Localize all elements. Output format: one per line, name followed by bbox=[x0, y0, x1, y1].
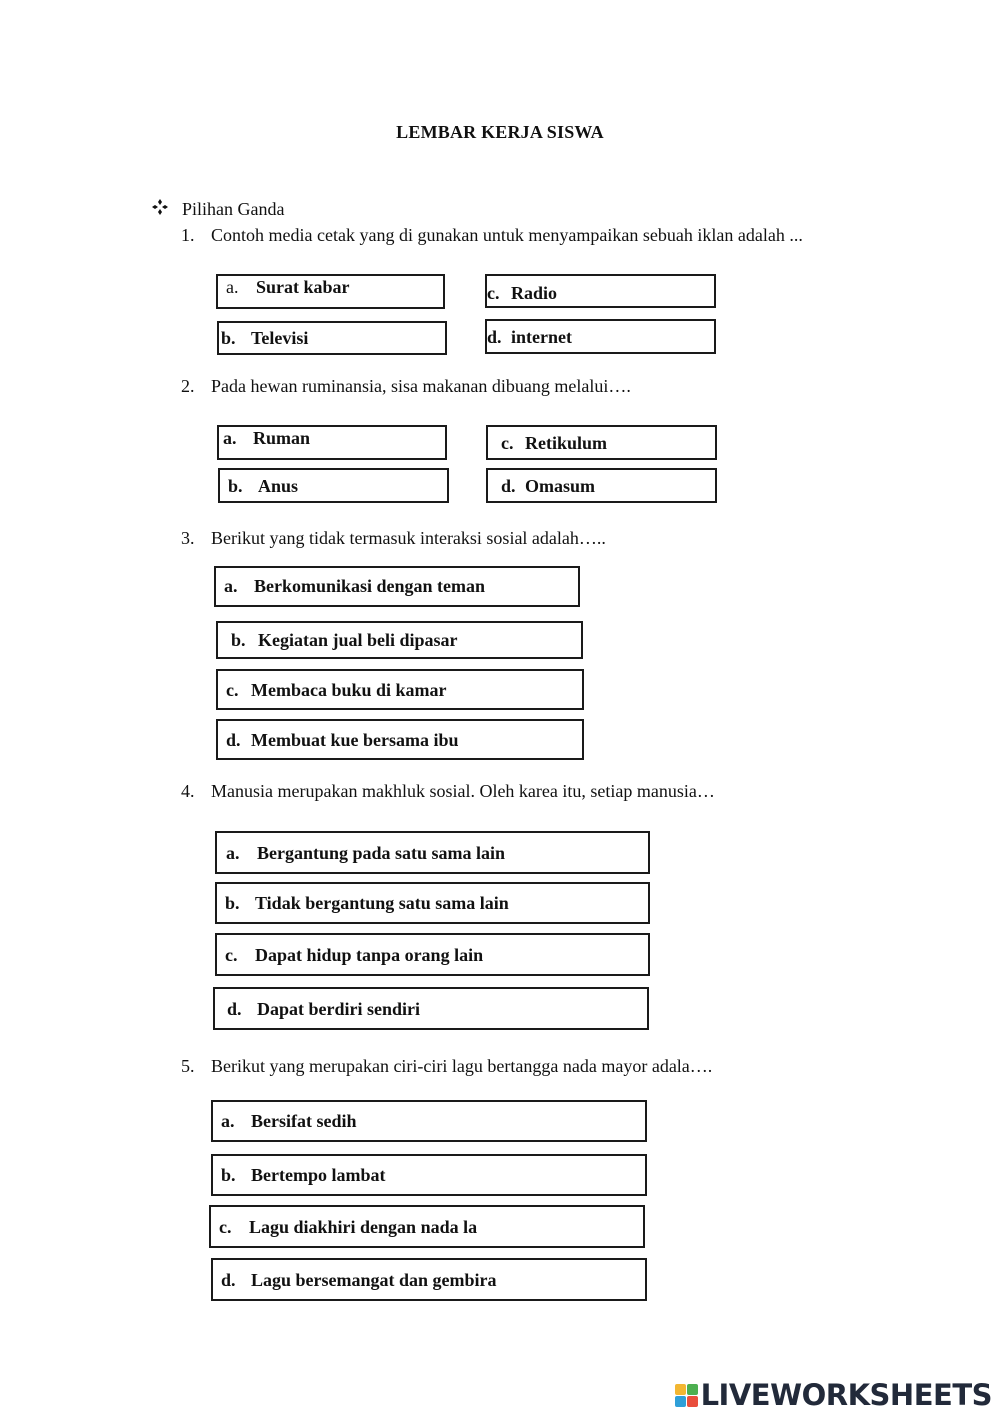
option-text: Lagu diakhiri dengan nada la bbox=[249, 1216, 478, 1237]
option-4a[interactable] bbox=[215, 831, 650, 874]
question-number: 5. bbox=[181, 1056, 195, 1076]
option-letter: b. bbox=[225, 893, 240, 913]
section-label: Pilihan Ganda bbox=[182, 199, 285, 219]
option-letter: b. bbox=[228, 475, 243, 496]
option-text: Radio bbox=[511, 283, 558, 303]
option-letter: d. bbox=[487, 326, 502, 347]
option-5b[interactable] bbox=[211, 1154, 647, 1196]
option-letter: c. bbox=[501, 432, 514, 453]
option-4c[interactable] bbox=[215, 933, 650, 976]
option-text: Bersifat sedih bbox=[251, 1111, 357, 1131]
option-text: Membaca buku di kamar bbox=[251, 679, 447, 700]
option-3d[interactable] bbox=[216, 719, 584, 760]
option-text: Surat kabar bbox=[256, 277, 350, 297]
option-letter: d. bbox=[227, 998, 242, 1019]
option-letter: c. bbox=[219, 1216, 232, 1237]
option-5d[interactable] bbox=[211, 1258, 647, 1301]
option-5a[interactable] bbox=[211, 1100, 647, 1142]
logo-tile bbox=[675, 1396, 686, 1407]
question-number: 1. bbox=[181, 225, 195, 245]
question-2 bbox=[181, 376, 631, 397]
question-text: Berikut yang merupakan ciri-ciri lagu bertangga nada mayor adala…. bbox=[211, 1056, 713, 1076]
question-text: Pada hewan ruminansia, sisa makanan dibuang melalui…. bbox=[211, 376, 631, 396]
question-number: 2. bbox=[181, 376, 195, 396]
logo-tile bbox=[675, 1384, 686, 1395]
option-letter: a. bbox=[226, 277, 239, 297]
option-1c[interactable] bbox=[485, 274, 716, 308]
option-text: Dapat hidup tanpa orang lain bbox=[255, 944, 484, 965]
option-text: Dapat berdiri sendiri bbox=[257, 998, 421, 1019]
option-text: Anus bbox=[258, 475, 299, 496]
option-letter: c. bbox=[225, 944, 238, 965]
option-3a[interactable] bbox=[214, 566, 580, 607]
option-text: Bergantung pada satu sama lain bbox=[257, 842, 506, 863]
brand-name: LIVEWORKSHEETS bbox=[700, 1378, 992, 1412]
option-1d[interactable] bbox=[485, 319, 716, 354]
option-letter: b. bbox=[221, 1165, 236, 1185]
question-text: Manusia merupakan makhluk sosial. Oleh karea itu, setiap manusia… bbox=[211, 781, 715, 801]
option-letter: a. bbox=[221, 1111, 235, 1131]
option-letter: b. bbox=[221, 328, 236, 348]
option-letter: a. bbox=[223, 428, 237, 448]
option-text: Ruman bbox=[253, 428, 311, 448]
question-number: 3. bbox=[181, 528, 195, 548]
option-2c[interactable] bbox=[486, 425, 717, 460]
option-letter: d. bbox=[221, 1269, 236, 1290]
option-text: Lagu bersemangat dan gembira bbox=[251, 1269, 497, 1290]
option-3b[interactable] bbox=[216, 621, 583, 659]
question-number: 4. bbox=[181, 781, 195, 801]
logo-tile bbox=[687, 1384, 698, 1395]
logo-tile bbox=[687, 1396, 698, 1407]
option-text: Berkomunikasi dengan teman bbox=[254, 576, 486, 596]
option-letter: d. bbox=[501, 475, 516, 496]
option-letter: a. bbox=[226, 842, 240, 863]
page-title: LEMBAR KERJA SISWA bbox=[396, 122, 604, 142]
option-1a[interactable] bbox=[216, 274, 445, 309]
liveworksheets-logo-icon bbox=[675, 1384, 698, 1407]
option-letter: c. bbox=[487, 283, 500, 303]
option-3c[interactable] bbox=[216, 669, 584, 710]
option-letter: b. bbox=[231, 630, 246, 650]
option-text: Membuat kue bersama ibu bbox=[251, 729, 459, 750]
option-text: internet bbox=[511, 326, 572, 347]
option-2b[interactable] bbox=[218, 468, 449, 503]
option-4d[interactable] bbox=[213, 987, 649, 1030]
question-text: Contoh media cetak yang di gunakan untuk menyampaikan sebuah iklan adalah ... bbox=[211, 225, 803, 245]
diamond-bullet-icon bbox=[152, 199, 169, 220]
option-5c[interactable] bbox=[209, 1205, 645, 1248]
option-text: Tidak bergantung satu sama lain bbox=[255, 893, 509, 913]
option-text: Kegiatan jual beli dipasar bbox=[258, 630, 458, 650]
question-5 bbox=[181, 1056, 712, 1077]
option-text: Omasum bbox=[525, 475, 596, 496]
option-letter: c. bbox=[226, 679, 239, 700]
liveworksheets-logo[interactable] bbox=[675, 1378, 992, 1412]
option-text: Bertempo lambat bbox=[251, 1165, 386, 1185]
option-4b[interactable] bbox=[215, 882, 650, 924]
question-4 bbox=[181, 781, 715, 802]
option-letter: d. bbox=[226, 729, 241, 750]
option-letter: a. bbox=[224, 576, 238, 596]
option-2a[interactable] bbox=[217, 425, 447, 460]
question-3 bbox=[181, 528, 606, 549]
option-text: Televisi bbox=[251, 328, 309, 348]
option-2d[interactable] bbox=[486, 468, 717, 503]
option-1b[interactable] bbox=[217, 321, 447, 355]
section-heading bbox=[152, 199, 284, 220]
question-1 bbox=[181, 225, 803, 246]
question-text: Berikut yang tidak termasuk interaksi sosial adalah….. bbox=[211, 528, 606, 548]
option-text: Retikulum bbox=[525, 432, 608, 453]
